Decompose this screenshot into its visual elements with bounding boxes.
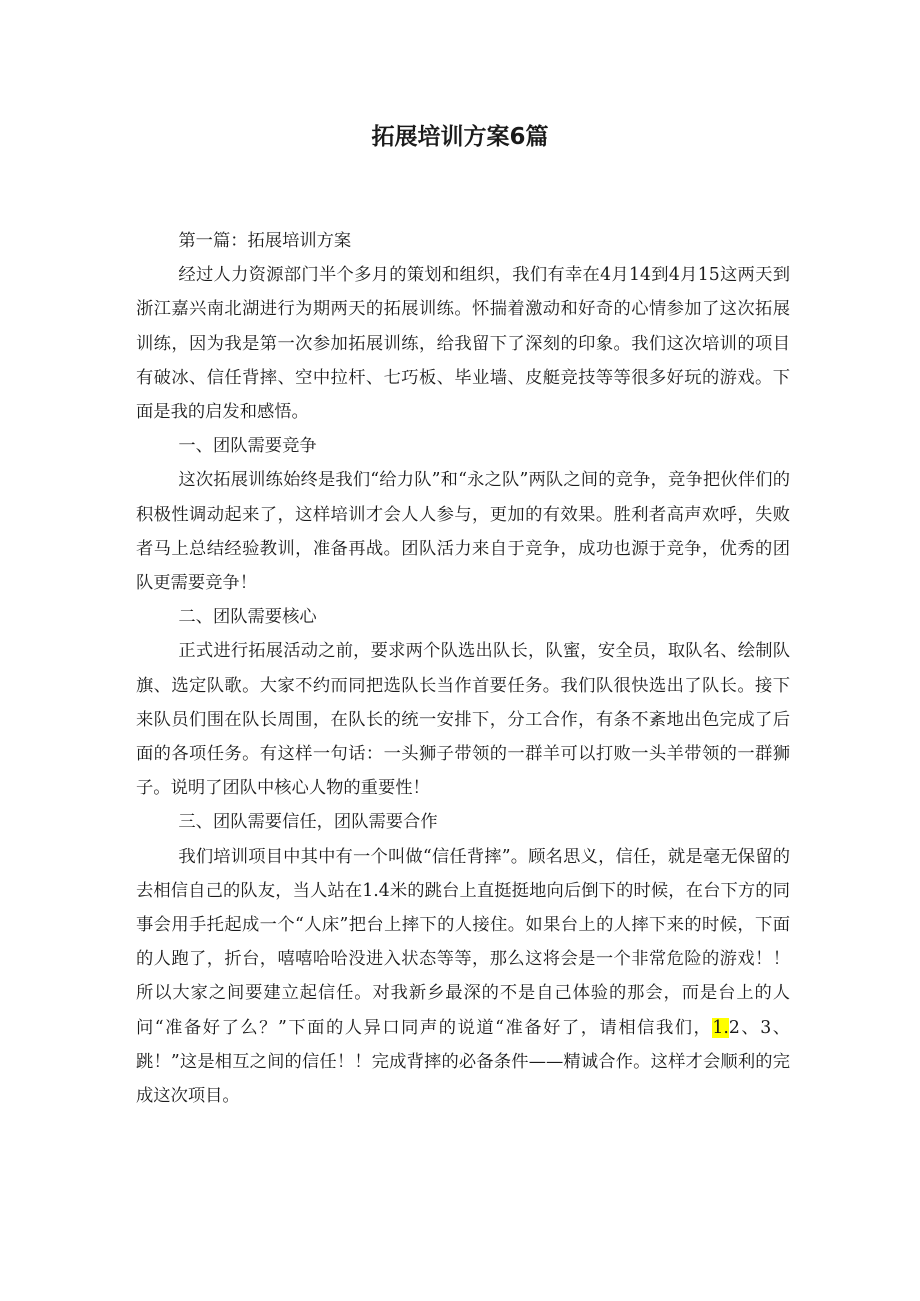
paragraph-trust-part1: 我们培训项目中其中有一个叫做“信任背摔”。顾名思义，信任，就是毫无保留的去相信自己的队友，当人站在1.4米的跳台上直挺挺地向后倒下的时候，在台下方的同事会用手托起成一个“人床”把台上摔下的人接住。如果台上的人摔下来的时候，下面的人跑了，折台，嘻嘻哈哈没进入状态等等，那么这将会是一个非常危险的游戏！！所以大家之间要建立起信任。对我新乡最深的不是自己体验的那会，而是台上的人问“准备好了么？”下面的人异口同声的说道“准备好了，请相信我们，: [136, 846, 790, 1038]
section-heading-competition: 一、团队需要竞争: [178, 436, 317, 457]
paragraph-competition: 这次拓展训练始终是我们“给力队”和“永之队”两队之间的竞争，竞争把伙伴们的积极性调动起来了，这样培训才会人人参与，更加的有效果。胜利者高声欢呼，失败者马上总结经验教训，准备再战。团队活力来自于竞争，成功也源于竞争，优秀的团队更需要竞争！: [136, 470, 790, 594]
section-heading-trust: 三、团队需要信任，团队需要合作: [178, 812, 438, 833]
document-body: [136, 224, 790, 1113]
paragraph-trust: [136, 840, 790, 1114]
paragraph-intro: 经过人力资源部门半个多月的策划和组织，我们有幸在4月14到4月15这两天到浙江嘉兴南北湖进行为期两天的拓展训练。怀揣着激动和好奇的心情参加了这次拓展训练，因为我是第一次参加拓展训练，给我留下了深刻的印象。我们这次培训的项目有破冰、信任背摔、空中拉杆、七巧板、毕业墙、皮艇竞技等等很多好玩的游戏。下面是我的启发和感悟。: [136, 265, 790, 423]
highlighted-text: 1.: [712, 1017, 729, 1038]
chapter-heading: 第一篇：拓展培训方案: [178, 231, 352, 251]
document-title: 拓展培训方案6篇: [371, 124, 549, 150]
paragraph-core: 正式进行拓展活动之前，要求两个队选出队长，队蜜，安全员，取队名、绘制队旗、选定队歌。大家不约而同把选队长当作首要任务。我们队很快选出了队长。接下来队员们围在队长周围，在队长的统一安排下，分工合作，有条不紊地出色完成了后面的各项任务。有这样一句话：一头狮子带领的一群羊可以打败一头羊带领的一群狮子。说明了团队中核心人物的重要性！: [136, 641, 790, 799]
section-heading-core: 二、团队需要核心: [178, 607, 317, 628]
paragraph-trust-part2: 2、3、跳！”这是相互之间的信任！！完成背摔的必备条件——精诚合作。这样才会顺利的完成这次项目。: [136, 1017, 790, 1107]
